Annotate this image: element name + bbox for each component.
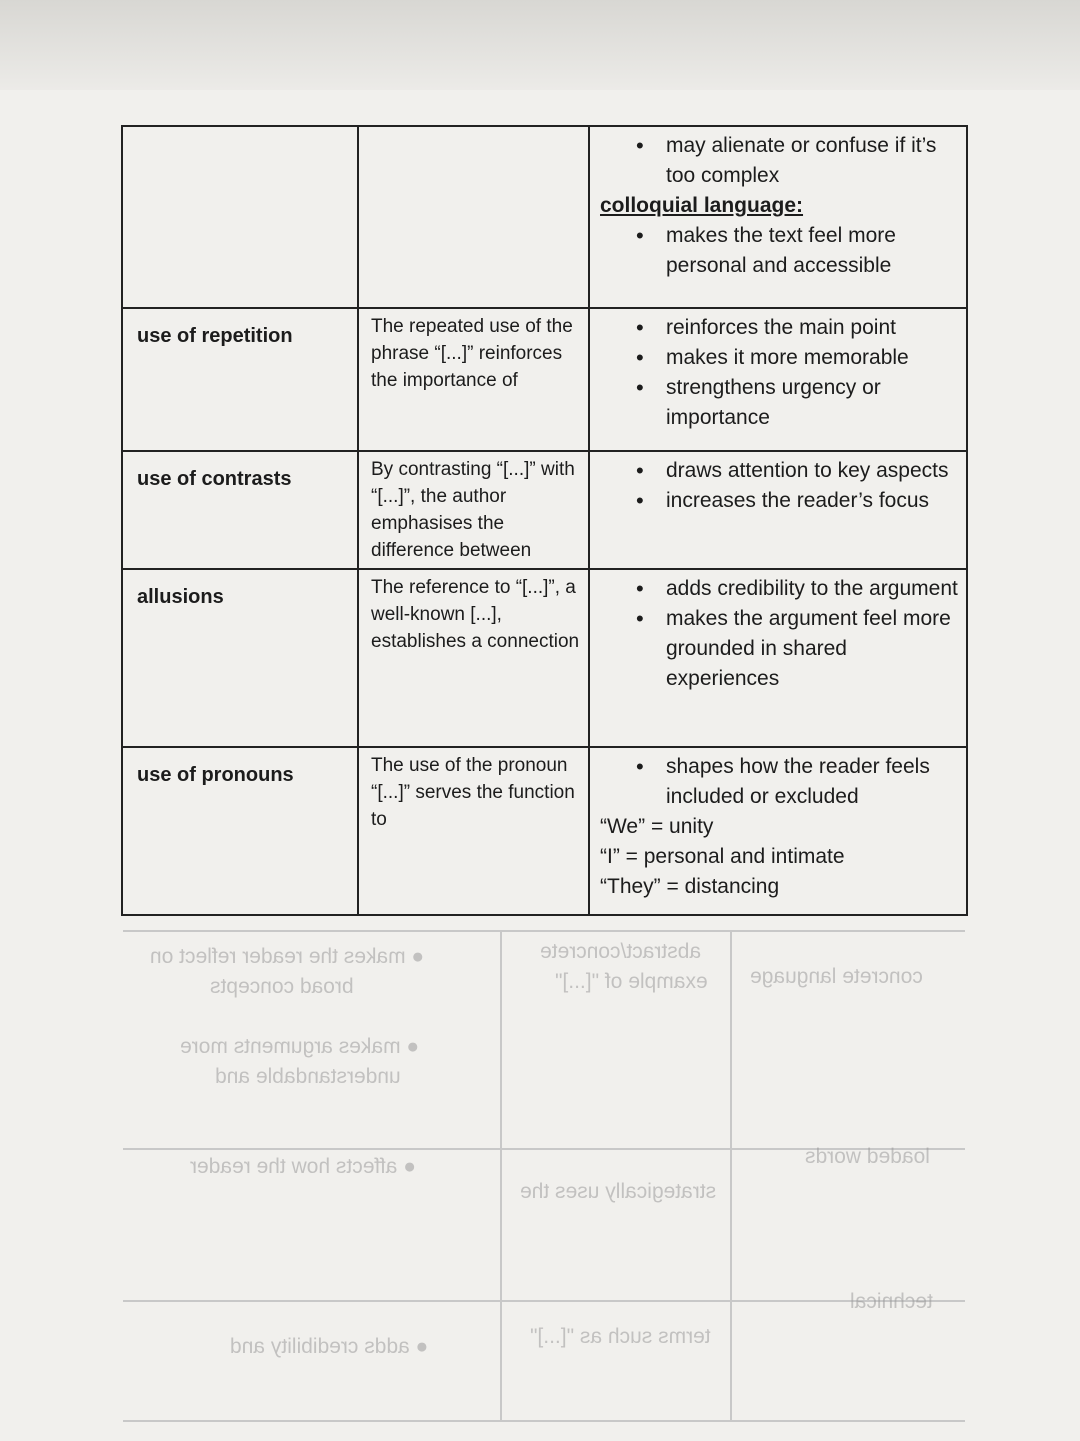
table-row bbox=[122, 126, 967, 308]
explanation-text: By contrasting “[...]” with “[...]”, the author emphasises the difference between bbox=[371, 459, 575, 561]
effect-bullet: • increases the reader’s focus bbox=[600, 486, 958, 516]
table-row bbox=[122, 747, 967, 915]
explanation-text: The use of the pronoun “[...]” serves the function to bbox=[371, 755, 575, 830]
effects-cell bbox=[589, 126, 967, 308]
effect-pronoun-note: “I” = personal and intimate bbox=[600, 845, 845, 868]
term-cell bbox=[122, 451, 358, 569]
effect-bullet: • makes it more memorable bbox=[600, 343, 958, 373]
term-label: allusions bbox=[137, 586, 224, 608]
effect-pronoun-note: “We” = unity bbox=[600, 815, 714, 838]
effects-cell bbox=[589, 451, 967, 569]
effect-bullet: • strengthens urgency or importance bbox=[600, 373, 958, 433]
term-cell bbox=[122, 308, 358, 451]
explanation-cell bbox=[358, 569, 589, 747]
effects-list bbox=[590, 570, 966, 694]
term-cell bbox=[122, 569, 358, 747]
effect-heading: colloquial language: bbox=[600, 194, 804, 217]
table-row bbox=[122, 451, 967, 569]
term-label: use of pronouns bbox=[137, 764, 294, 786]
term-label: use of contrasts bbox=[137, 468, 292, 490]
explanation-text: The repeated use of the phrase “[...]” reinforces the importance of bbox=[371, 316, 573, 391]
table-row bbox=[122, 569, 967, 747]
paper-edge-shadow bbox=[0, 0, 1080, 90]
effect-bullet: • draws attention to key aspects bbox=[600, 456, 958, 486]
explanation-cell bbox=[358, 126, 589, 308]
effects-list bbox=[590, 452, 966, 516]
effects-cell bbox=[589, 308, 967, 451]
effects-cell bbox=[589, 747, 967, 915]
term-cell bbox=[122, 747, 358, 915]
effect-bullet: • shapes how the reader feels included or excluded bbox=[600, 752, 958, 812]
effects-list bbox=[590, 127, 966, 281]
explanation-text bbox=[359, 127, 588, 131]
rhetorical-devices-table bbox=[121, 125, 968, 916]
term-label bbox=[123, 127, 357, 143]
effect-bullet: • makes the argument feel more grounded in shared experiences bbox=[600, 604, 958, 694]
effects-list bbox=[590, 309, 966, 433]
term-label: use of repetition bbox=[137, 325, 293, 347]
effect-bullet: • may alienate or confuse if it’s too complex bbox=[600, 131, 958, 191]
term-cell bbox=[122, 126, 358, 308]
effect-bullet: • makes the text feel more personal and accessible bbox=[600, 221, 958, 281]
effects-list bbox=[590, 748, 966, 902]
explanation-cell bbox=[358, 451, 589, 569]
explanation-cell bbox=[358, 747, 589, 915]
table-row bbox=[122, 308, 967, 451]
explanation-text: The reference to “[...]”, a well-known [...], establishes a connection bbox=[371, 577, 580, 652]
effect-bullet: • reinforces the main point bbox=[600, 313, 958, 343]
effects-cell bbox=[589, 569, 967, 747]
explanation-cell bbox=[358, 308, 589, 451]
effect-pronoun-note: “They” = distancing bbox=[600, 875, 780, 898]
effect-bullet: • adds credibility to the argument bbox=[600, 574, 958, 604]
